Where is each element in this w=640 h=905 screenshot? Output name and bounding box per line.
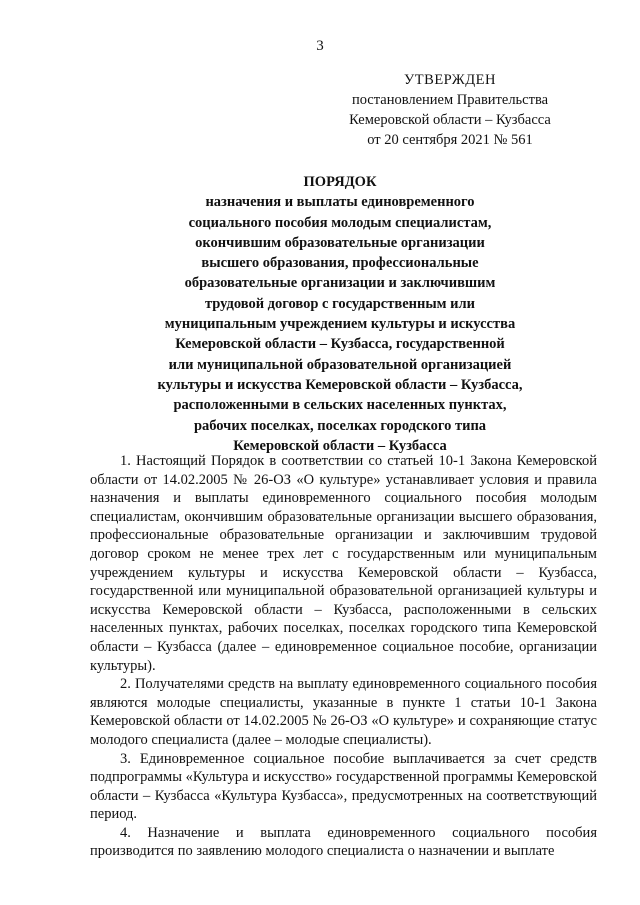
subtitle-line: расположенными в сельских населенных пунктах, xyxy=(173,397,507,414)
subtitle-line: муниципальным учреждением культуры и искусства xyxy=(164,316,516,333)
subtitle-line: высшего образования, профессиональные xyxy=(201,255,479,272)
page-number: 3 xyxy=(316,38,324,54)
paragraph-3: 3. Единовременное социальное пособие выплачивается за счет средств подпрограммы «Культура и искусство» государственной программы Кемеровской области – Кузбасса «Культура Кузбасса», предусмотренных на соответствующий период. xyxy=(90,750,597,823)
paragraph-4: 4. Назначение и выплата единовременного социального пособия производится по заявлению молодого специалиста о назначении и выплате xyxy=(90,824,597,860)
subtitle-line: рабочих поселках, поселках городского типа xyxy=(193,417,487,434)
subtitle-line: окончившим образовательные организации xyxy=(195,234,485,251)
subtitle-line: социального пособия молодым специалистам, xyxy=(188,214,492,231)
subtitle-line: назначения и выплаты единовременного xyxy=(205,194,475,211)
paragraph-1: 1. Настоящий Порядок в соответствии со статьей 10-1 Закона Кемеровской области от 14.02.2005 № 26-ОЗ «О культуре» устанавливает условия и правила назначения и выплаты единовременного социального пособия молодым специалистам, окончившим образовательные организации высшего образования, профессиональные образовательные организации и заключившим трудовой договор сроком не менее трех лет с государственным или муниципальным учреждением культуры и искусства Кемеровской области – Кузбасса, государственной или муниципальной образовательной организацией культуры и искусства Кемеровской области – Кузбасса, расположенными в сельских населенных пунктах, рабочих поселках, поселках городского типа Кемеровской области – Кузбасса (далее – единовременное социальное пособие, организации культуры). xyxy=(90,453,597,674)
approval-line: Кемеровской области – Кузбасса xyxy=(349,112,551,128)
document-body xyxy=(90,452,597,861)
document-title xyxy=(100,172,580,456)
subtitle-line: образовательные организации и заключившим xyxy=(184,275,496,292)
subtitle-line: Кемеровской области – Кузбасса xyxy=(233,437,447,454)
subtitle-line: трудовой договор с государственным или xyxy=(204,295,476,312)
document-heading: ПОРЯДОК xyxy=(303,174,377,190)
approval-line: от 20 сентября 2021 № 561 xyxy=(367,132,533,148)
paragraph-2: 2. Получателями средств на выплату единовременного социального пособия являются молодые специалисты, указанные в пункте 1 статьи 10-1 Закона Кемеровской области от 14.02.2005 № 26-ОЗ «О культуре» и сохраняющие статус молодого специалиста (далее – молодые специалисты). xyxy=(90,676,597,748)
approval-stamp xyxy=(300,70,600,150)
approval-title: УТВЕРЖДЕН xyxy=(404,72,496,88)
subtitle-line: культуры и искусства Кемеровской области – Кузбасса, xyxy=(157,376,523,393)
subtitle-line: или муниципальной образовательной организацией xyxy=(168,356,512,373)
approval-line: постановлением Правительства xyxy=(351,92,549,108)
subtitle-line: Кемеровской области – Кузбасса, государственной xyxy=(175,336,505,353)
